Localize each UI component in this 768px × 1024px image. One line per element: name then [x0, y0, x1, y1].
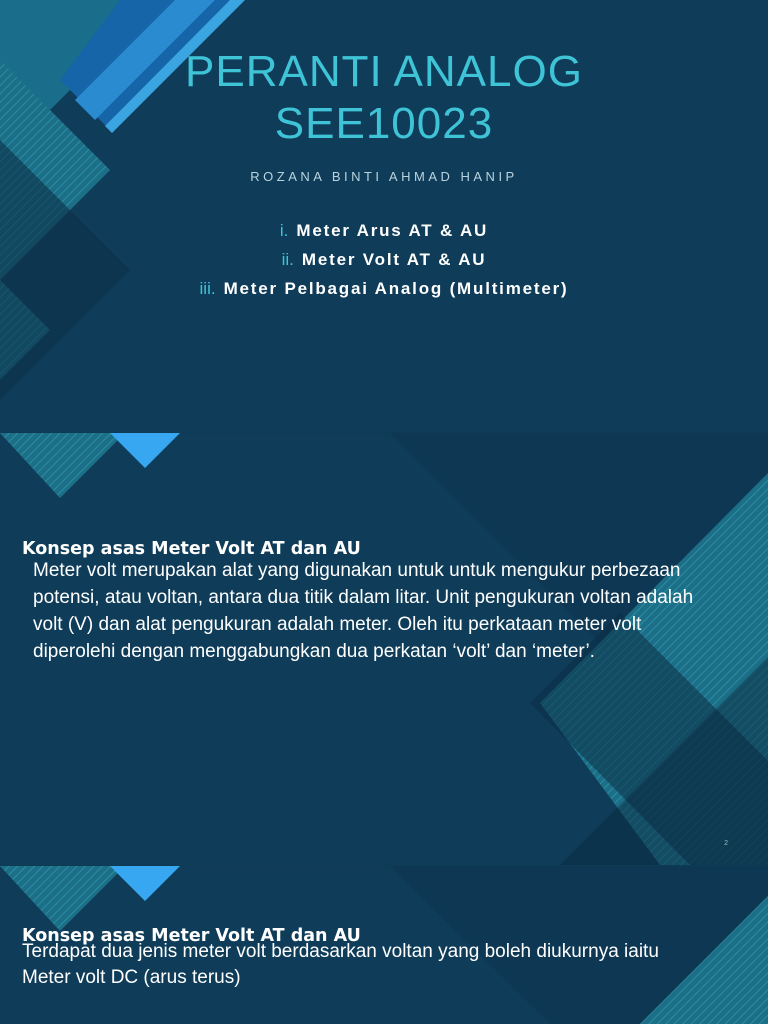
topic-label: Meter Arus AT & AU — [296, 221, 489, 240]
topic-item — [0, 216, 768, 245]
topic-item — [0, 245, 768, 274]
topic-number: i. — [279, 221, 289, 240]
slide-3-heading: Konsep asas Meter Volt AT dan AU — [22, 926, 361, 946]
topic-item — [0, 274, 768, 303]
slide-3-body — [22, 939, 722, 991]
topic-list — [0, 216, 768, 303]
author-name: ROZANA BINTI AHMAD HANIP — [250, 169, 518, 184]
slide-1 — [0, 0, 768, 432]
slide-1-title — [0, 46, 768, 150]
slide-3-text: Terdapat dua jenis meter volt berdasarkan voltan yang boleh diukurnya iaitu — [22, 941, 659, 962]
page-number: 2 — [724, 840, 728, 847]
slide-2 — [0, 433, 768, 865]
topic-number: ii. — [281, 250, 294, 269]
topic-label: Meter Pelbagai Analog (Multimeter) — [223, 279, 569, 298]
topic-label: Meter Volt AT & AU — [301, 250, 487, 269]
title-line-1: PERANTI ANALOG — [185, 47, 583, 96]
slide-3-bullet: Meter volt DC (arus terus) — [22, 967, 241, 988]
slide-3 — [0, 866, 768, 1024]
topic-number: iii. — [199, 279, 216, 298]
slide-2-heading: Konsep asas Meter Volt AT dan AU — [22, 539, 361, 559]
title-line-2: SEE10023 — [274, 99, 494, 148]
slide-2-body: Meter volt merupakan alat yang digunakan untuk untuk mengukur perbezaan potensi, atau voltan, antara dua titik dalam litar. Unit pengukuran voltan adalah volt (V) dan alat pengukuran adalah meter. Oleh itu perkataan meter volt diperolehi dengan menggabungkan dua perkatan ‘volt’ dan ‘meter’. — [33, 560, 694, 662]
